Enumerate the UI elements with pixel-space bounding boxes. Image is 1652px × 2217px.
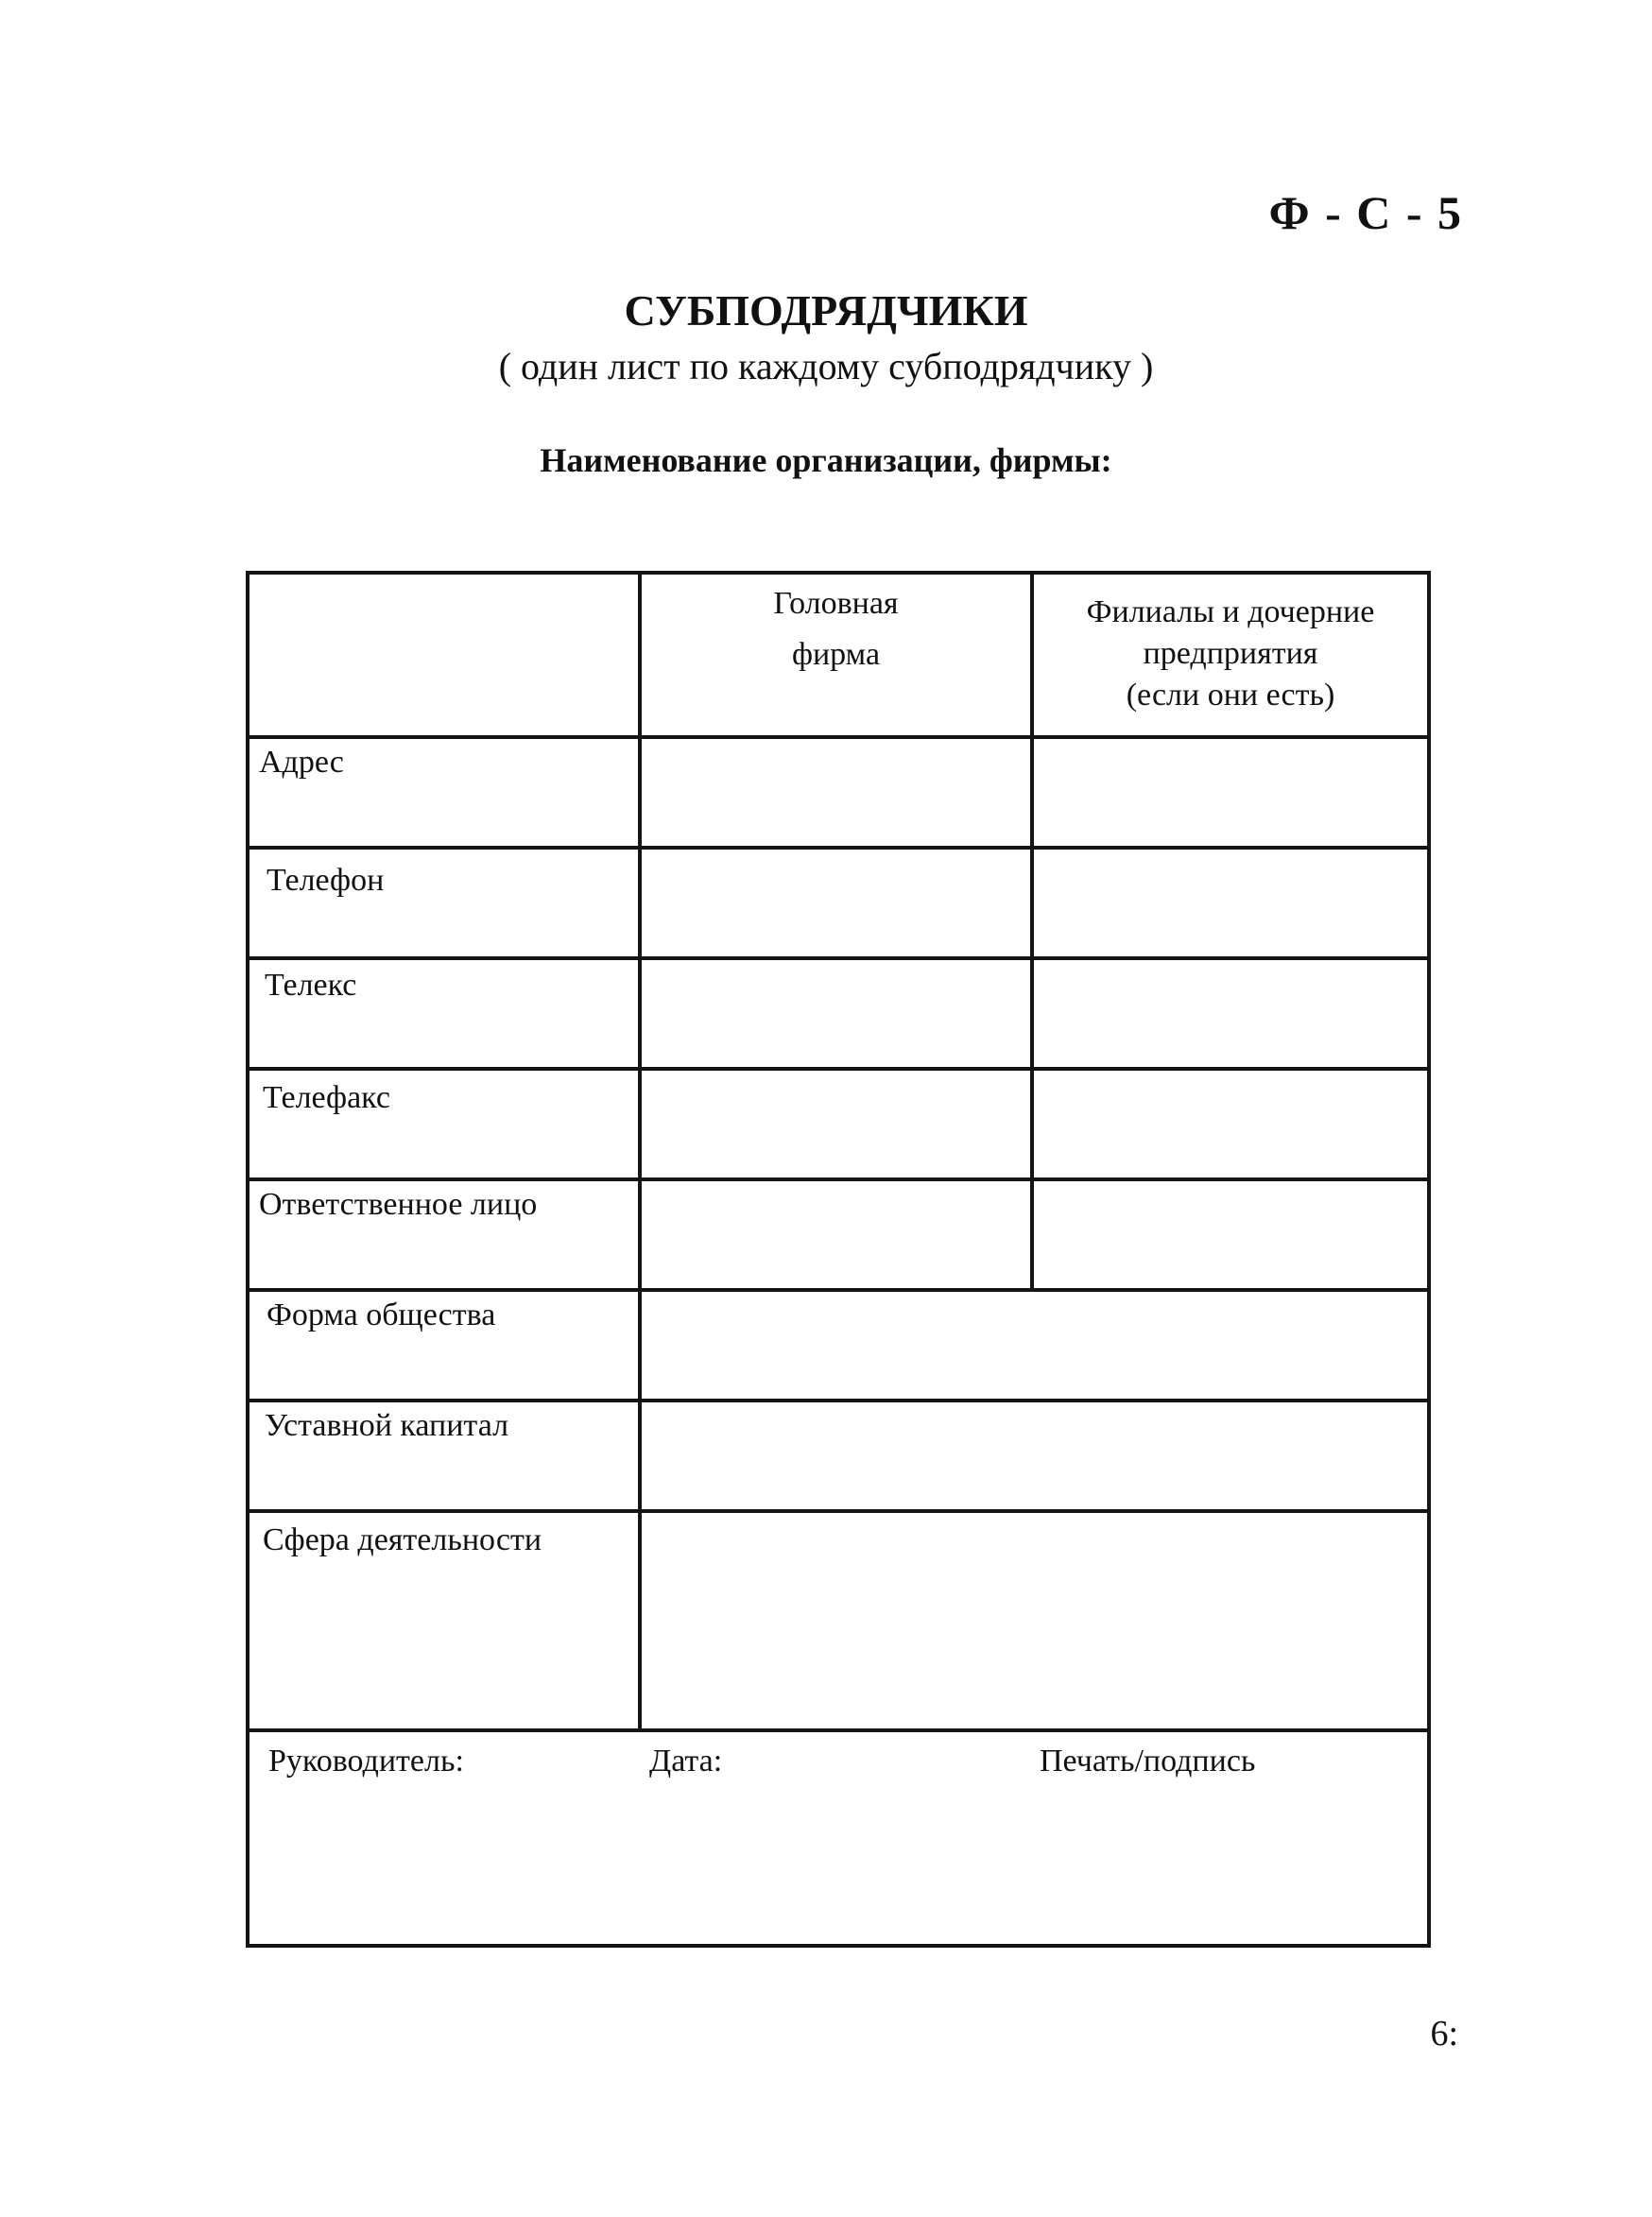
address-branches-field[interactable] (1032, 737, 1429, 848)
header-head-firm-line1: Головная (773, 586, 899, 621)
row-label-phone: Телефон (248, 848, 640, 958)
form-code: Ф - С - 5 (1268, 186, 1463, 239)
table-footer-row (248, 1730, 1429, 1946)
table-row (248, 1179, 1429, 1290)
table-row (248, 958, 1429, 1069)
header-head-firm-line2: фирма (791, 637, 881, 672)
telefax-head-firm-field[interactable] (640, 1069, 1032, 1179)
phone-branches-field[interactable] (1032, 848, 1429, 958)
authorized-capital-field[interactable] (640, 1401, 1429, 1511)
header-branches-line2: предприятия (1143, 636, 1318, 671)
seal-signature-label: Печать/подпись (1040, 1744, 1256, 1779)
telex-head-firm-field[interactable] (640, 958, 1032, 1069)
table-row (248, 848, 1429, 958)
row-label-field-of-activity: Сфера деятельности (248, 1511, 640, 1730)
table-row (248, 1290, 1429, 1401)
manager-label: Руководитель: (268, 1744, 464, 1779)
header-empty-cell (248, 573, 640, 737)
page-number: 6: (1430, 2014, 1458, 2054)
row-label-telefax: Телефакс (248, 1069, 640, 1179)
date-label: Дата: (649, 1744, 723, 1779)
field-of-activity-field[interactable] (640, 1511, 1429, 1730)
row-label-address: Адрес (248, 737, 640, 848)
responsible-head-firm-field[interactable] (640, 1179, 1032, 1290)
page-title: СУБПОДРЯДЧИКИ (624, 286, 1028, 335)
row-label-responsible-person: Ответственное лицо (248, 1179, 640, 1290)
telex-branches-field[interactable] (1032, 958, 1429, 1069)
header-branches-line1: Филиалы и дочерние (1086, 594, 1375, 629)
table-header-row (248, 573, 1429, 737)
signature-block (248, 1730, 1429, 1946)
phone-head-firm-field[interactable] (640, 848, 1032, 958)
table-row (248, 1511, 1429, 1730)
table-row (248, 1401, 1429, 1511)
row-label-company-form: Форма общества (248, 1290, 640, 1401)
organization-label: Наименование организации, фирмы: (540, 441, 1112, 479)
address-head-firm-field[interactable] (640, 737, 1032, 848)
responsible-branches-field[interactable] (1032, 1179, 1429, 1290)
header-branches-line3: (если они есть) (1126, 678, 1335, 713)
subcontractor-form-table (246, 571, 1431, 1948)
table-row (248, 1069, 1429, 1179)
header-head-firm (640, 573, 1032, 737)
company-form-field[interactable] (640, 1290, 1429, 1401)
table-row (248, 737, 1429, 848)
row-label-authorized-capital: Уставной капитал (248, 1401, 640, 1511)
telefax-branches-field[interactable] (1032, 1069, 1429, 1179)
row-label-telex: Телекс (248, 958, 640, 1069)
header-branches (1032, 573, 1429, 737)
page-subtitle: ( один лист по каждому субподрядчику ) (498, 345, 1154, 387)
